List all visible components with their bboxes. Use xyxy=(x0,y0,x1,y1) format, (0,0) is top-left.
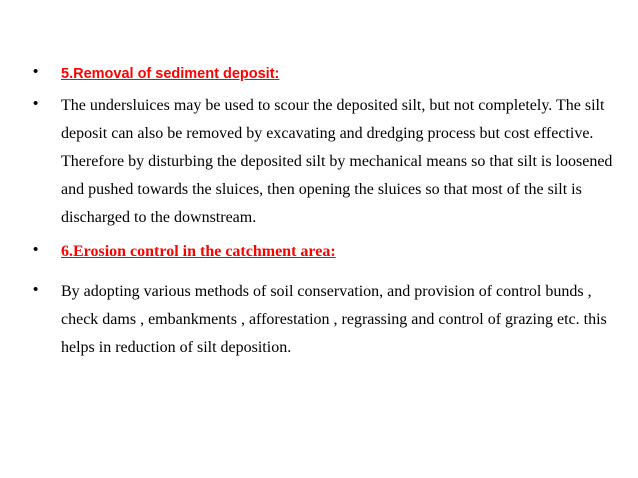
bullet-dot-icon: • xyxy=(33,241,39,258)
paragraph-erosion-control: By adopting various methods of soil conservation, and provision of control bunds , check dams , embankments , afforestation , regrassing and control of grazing etc. this helps in reduction of silt deposition. xyxy=(61,283,607,356)
bullet-item-erosion-heading xyxy=(33,240,613,264)
bullet-item-removal-heading xyxy=(33,62,613,86)
paragraph-removal-of-sediment: The undersluices may be used to scour the deposited silt, but not completely. The silt deposit can also be removed by excavating and dredging process but cost effective. Therefore by disturbing the deposited silt by mechanical means so that silt is loosened and pushed towards the sluices, then opening the sluices so that most of the silt is discharged to the downstream. xyxy=(61,97,613,226)
bullet-list xyxy=(33,62,613,362)
bullet-item-erosion-body xyxy=(33,278,613,362)
bullet-dot-icon: • xyxy=(33,281,39,298)
bullet-dot-icon: • xyxy=(33,63,39,80)
section-heading-erosion-control: 6.Erosion control in the catchment area: xyxy=(61,243,336,260)
bullet-item-removal-body xyxy=(33,92,613,232)
bullet-dot-icon: • xyxy=(33,95,39,112)
section-heading-removal-of-sediment: 5.Removal of sediment deposit: xyxy=(61,66,280,82)
